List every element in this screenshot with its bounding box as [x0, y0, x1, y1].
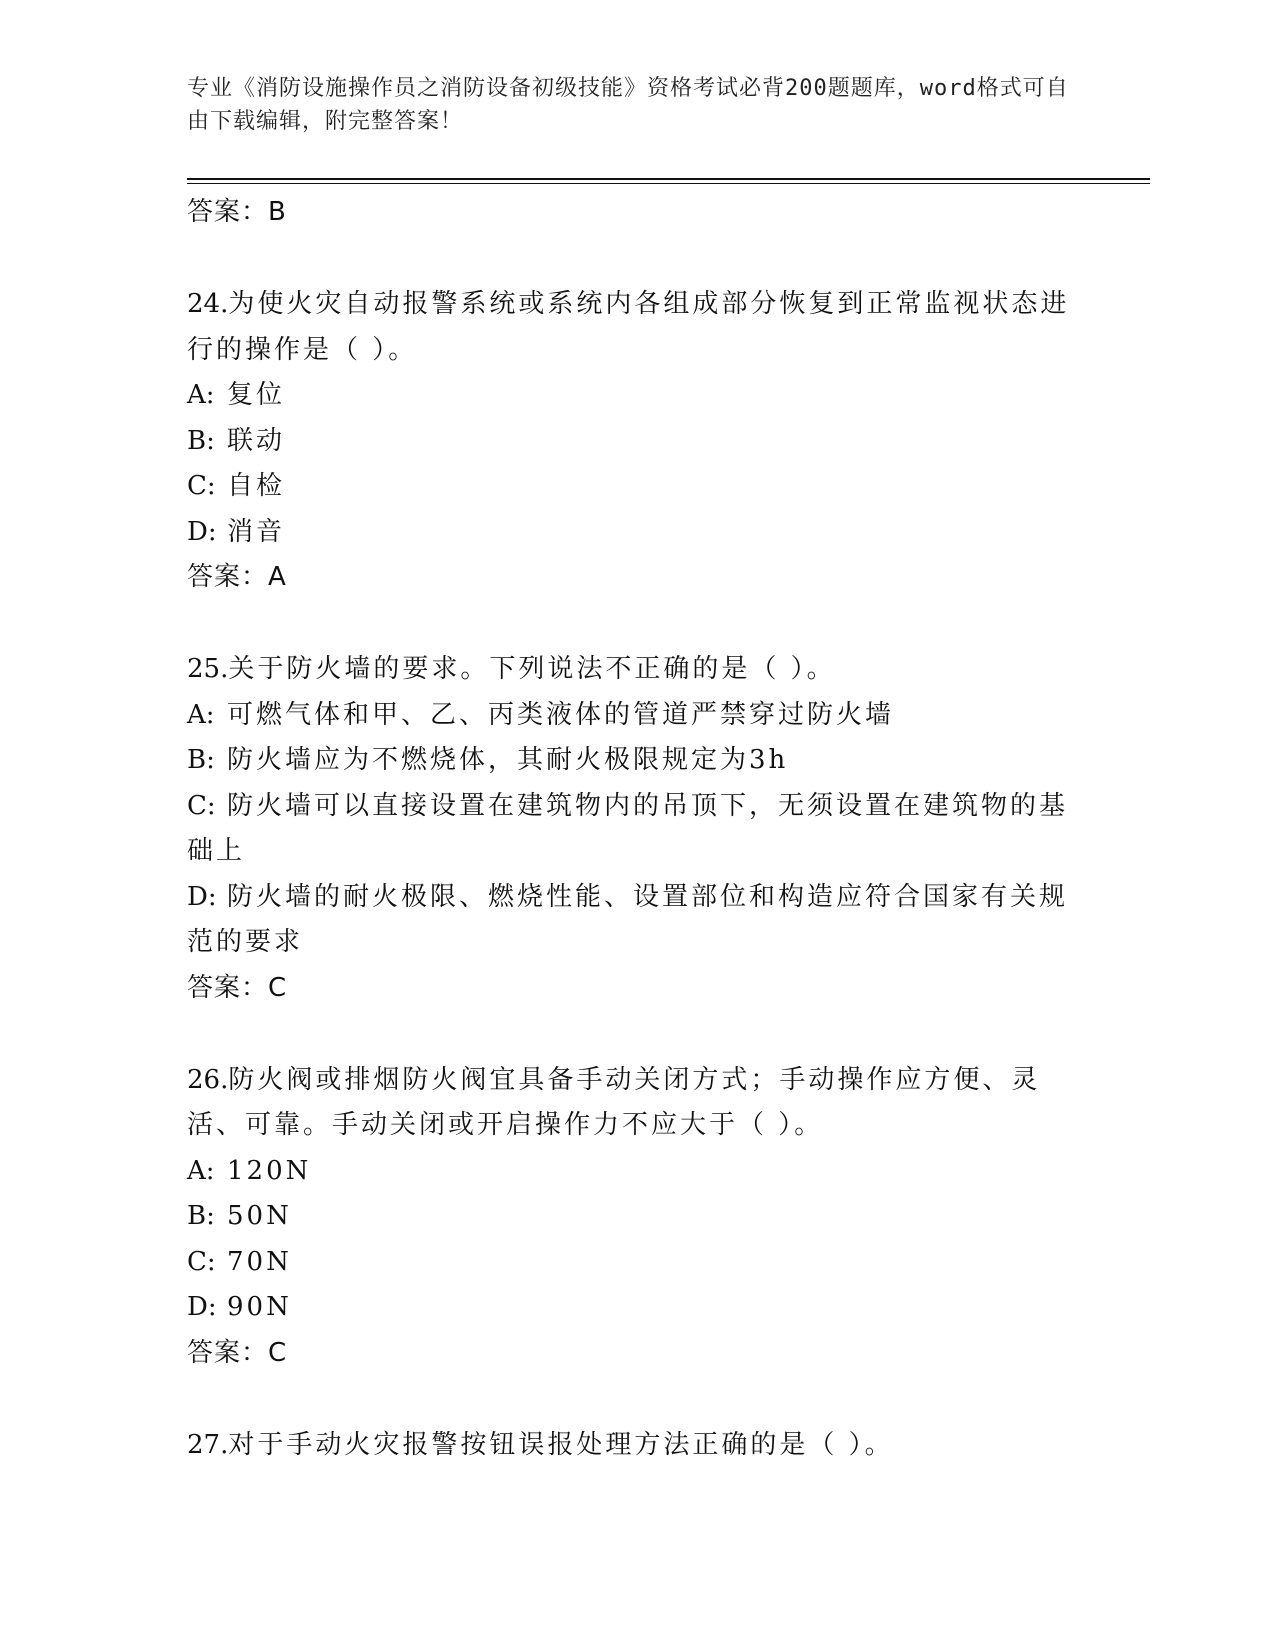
option-text: 防火墙的耐火极限、燃烧性能、设置部位和构造应符合国家有关规范的要求 — [187, 881, 1069, 957]
option-letter: C: — [187, 1246, 216, 1277]
option-text: 复位 — [227, 380, 286, 410]
question-24 — [187, 282, 1077, 600]
option-d — [187, 1285, 1077, 1331]
question-text — [187, 282, 1077, 373]
question-text — [187, 1058, 1077, 1149]
option-letter: B: — [187, 425, 215, 456]
option-text: 120N — [227, 1155, 312, 1186]
option-c — [187, 1240, 1077, 1286]
document-content — [187, 190, 1077, 1468]
question-26 — [187, 1058, 1077, 1376]
option-text: 90N — [227, 1292, 292, 1322]
option-letter: A: — [187, 380, 215, 410]
option-letter: B: — [187, 745, 215, 775]
question-number: 25. — [187, 654, 229, 684]
answer-label: 答案：C — [187, 1337, 288, 1368]
question-27 — [187, 1423, 1077, 1469]
option-letter: D: — [187, 881, 217, 912]
option-text: 可燃气体和甲、乙、丙类液体的管道严禁穿过防火墙 — [227, 699, 895, 730]
answer-label: 答案：C — [187, 972, 288, 1003]
question-number: 27. — [187, 1429, 229, 1460]
option-b — [187, 419, 1077, 465]
header-divider — [187, 178, 1150, 184]
option-d — [187, 875, 1077, 966]
option-a — [187, 693, 1077, 739]
option-c — [187, 784, 1077, 875]
option-text: 自检 — [227, 471, 286, 501]
option-letter: A: — [187, 699, 215, 730]
document-page — [187, 0, 1077, 1650]
answer-label: 答案：B — [187, 197, 287, 227]
option-text: 70N — [227, 1246, 292, 1277]
option-a — [187, 373, 1077, 419]
option-text: 50N — [227, 1201, 292, 1231]
option-letter: C: — [187, 790, 216, 821]
option-letter: D: — [187, 1292, 217, 1322]
option-b — [187, 738, 1077, 784]
option-letter: A: — [187, 1155, 215, 1186]
question-text — [187, 1423, 1077, 1469]
question-stem: 对于手动火灾报警按钮误报处理方法正确的是（ ）。 — [228, 1429, 894, 1460]
question-stem: 为使火灾自动报警系统或系统内各组成部分恢复到正常监视状态进行的操作是（ ）。 — [187, 289, 1070, 365]
document-header: 专业《消防设施操作员之消防设备初级技能》资格考试必背200题题库，word格式可自由下载编辑，附完整答案！ — [187, 76, 1069, 134]
question-text — [187, 647, 1077, 693]
option-letter: C: — [187, 471, 216, 501]
option-text: 消音 — [227, 516, 286, 547]
question-stem: 防火阀或排烟防火阀宜具备手动关闭方式；手动操作应方便、灵活、可靠。手动关闭或开启操作力不应大于（ ）。 — [187, 1064, 1041, 1140]
option-d — [187, 510, 1077, 556]
option-c — [187, 464, 1077, 510]
option-b — [187, 1194, 1077, 1240]
option-text: 联动 — [227, 425, 286, 456]
question-stem: 关于防火墙的要求。下列说法不正确的是（ ）。 — [228, 654, 836, 684]
option-letter: B: — [187, 1201, 215, 1231]
question-number: 24. — [187, 289, 229, 319]
question-number: 26. — [187, 1064, 229, 1095]
question-25 — [187, 647, 1077, 1011]
option-a — [187, 1149, 1077, 1195]
option-letter: D: — [187, 516, 217, 547]
answer-label: 答案：A — [187, 562, 287, 592]
option-text: 防火墙可以直接设置在建筑物内的吊顶下，无须设置在建筑物的基础上 — [187, 790, 1069, 866]
option-text: 防火墙应为不燃烧体，其耐火极限规定为3h — [227, 745, 789, 775]
